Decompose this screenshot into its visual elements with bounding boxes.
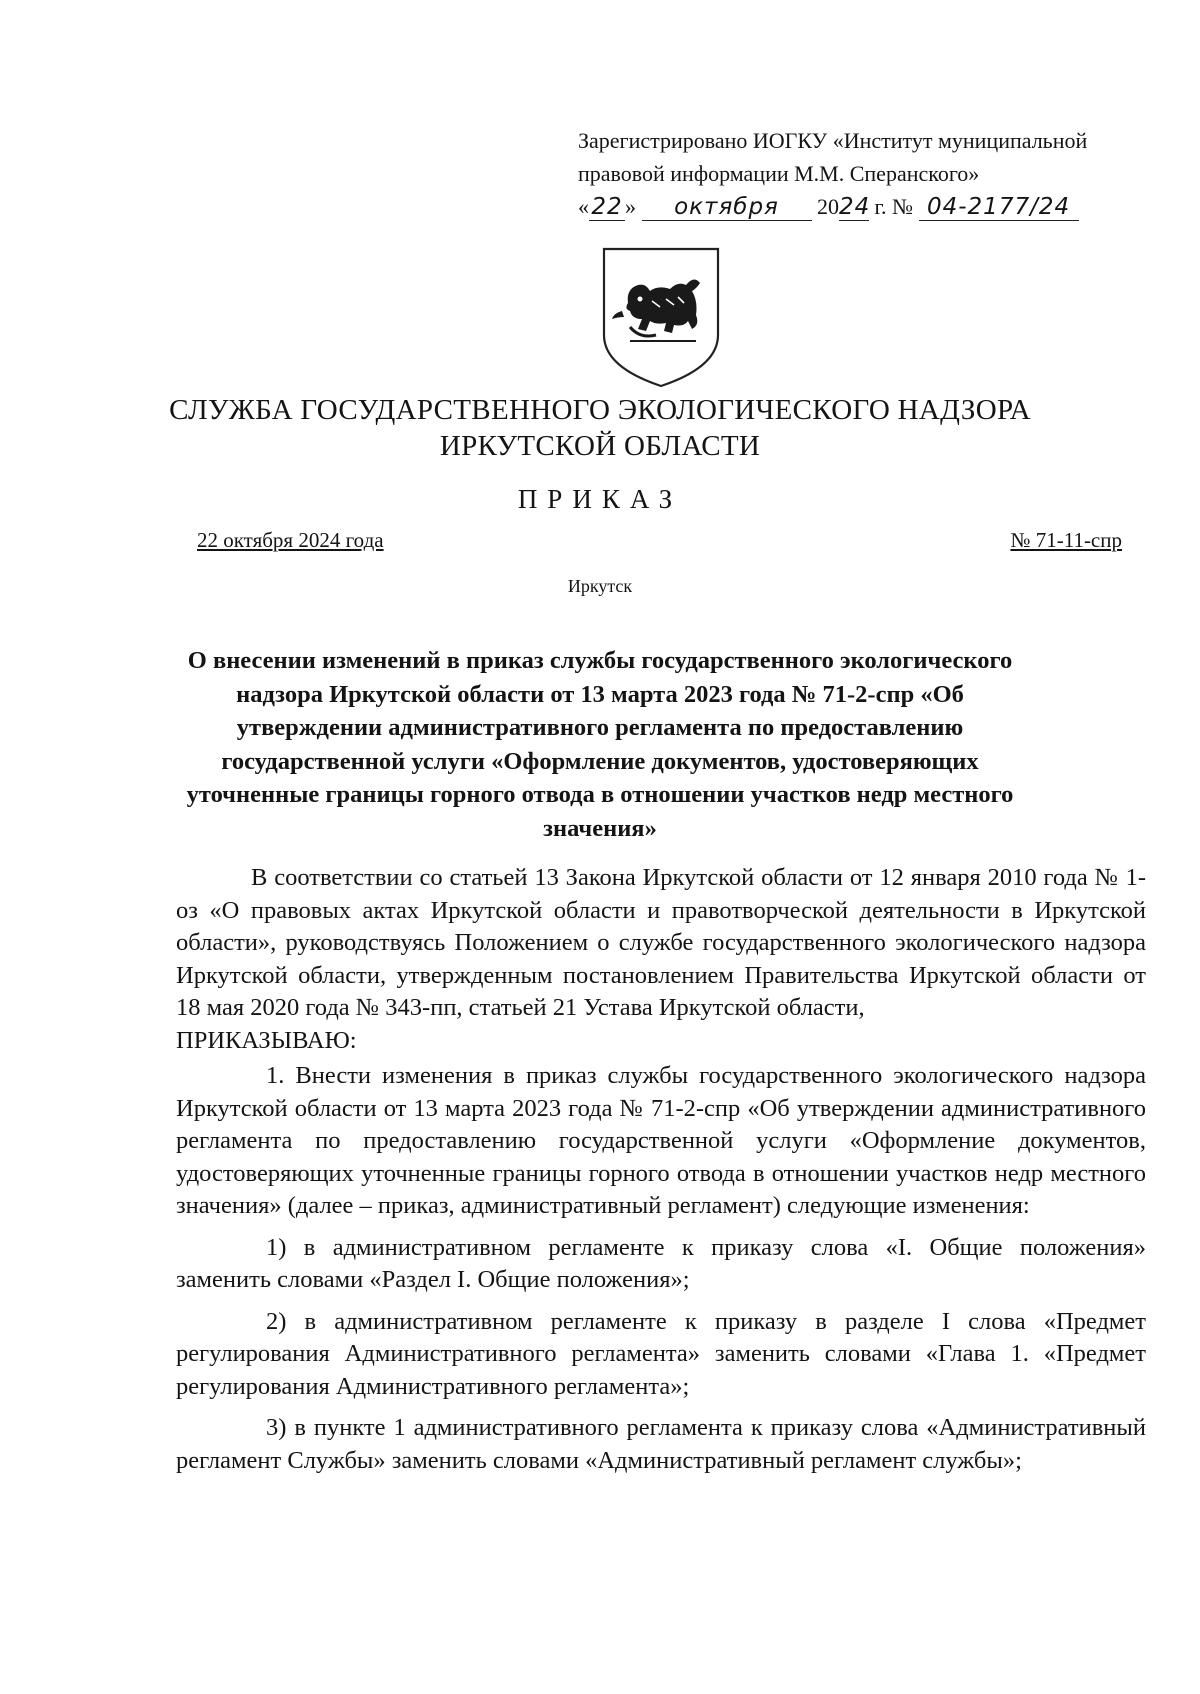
registration-line-2: правовой информации М.М. Сперанского»	[578, 161, 980, 186]
registration-number: 04-2177/24	[919, 194, 1079, 221]
registration-year-prefix: 20	[817, 194, 839, 219]
order-title: ПРИКАЗ	[517, 484, 683, 514]
registration-day: 22	[589, 194, 625, 221]
order-word: ПРИКАЗЫВАЮ:	[176, 1026, 357, 1054]
order-city: Иркутск	[567, 576, 633, 596]
preamble-paragraph: В соответствии со статьей 13 Закона Иркутской области от 12 января 2010 года № 1-оз «О правовых актах Иркутской области и правотворческой деятельности в Иркутской области», руководствуясь Положением о службе государственного экологического надзора Иркутской области, утвержденным постановлением Правительства Иркутской области от 18 мая 2020 года № 343-пп, статьей 21 Устава Иркутской области,	[176, 864, 1146, 1021]
agency-name-line-2: ИРКУТСКОЙ ОБЛАСТИ	[439, 430, 761, 462]
quote-open: «	[578, 194, 589, 219]
irkutsk-coat-of-arms-icon	[600, 245, 722, 390]
quote-close: »	[625, 194, 636, 219]
order-date: 22 октября 2024 года	[197, 528, 384, 552]
subitem-2-paragraph: 2) в административном регламенте к приказу в разделе I слова «Предмет регулирования Административного регламента» заменить словами «Глава 1. «Предмет регулирования Административного регламента»;	[176, 1307, 1146, 1400]
subitem-3-paragraph: 3) в пункте 1 административного регламента к приказу слова «Административный регламент Службы» заменить словами «Административный регламент службы»;	[176, 1414, 1146, 1474]
agency-name-line-1: СЛУЖБА ГОСУДАРСТВЕННОГО ЭКОЛОГИЧЕСКОГО НАДЗОРА	[169, 394, 1031, 426]
registration-line-3	[578, 190, 1138, 223]
order-body	[176, 862, 1146, 1477]
registration-stamp	[578, 124, 1138, 223]
order-heading: О внесении изменений в приказ службы государственного экологического надзора Иркутской области от 13 марта 2023 года № 71-2-спр «Об утверждении административного регламента по предоставлению государственной услуги «Оформление документов, удостоверяющих уточненные границы горного отвода в отношении участков недр местного значения»	[186, 647, 1014, 842]
order-number: № 71-11-спр	[1010, 528, 1122, 552]
registration-year-after: г. №	[869, 194, 914, 219]
registration-year-suffix: 24	[839, 194, 871, 220]
registration-month: октября	[642, 194, 812, 221]
subitem-1-paragraph: 1) в административном регламенте к приказу слова «I. Общие положения» заменить словами «Раздел I. Общие положения»;	[176, 1233, 1146, 1293]
item-1-paragraph: 1. Внести изменения в приказ службы государственного экологического надзора Иркутской области от 13 марта 2023 года № 71-2-спр «Об утверждении административного регламента по предоставлению государственной услуги «Оформление документов, удостоверяющих уточненные границы горного отвода в отношении участков недр местного значения» (далее – приказ, административный регламент) следующие изменения:	[176, 1062, 1146, 1219]
registration-line-1: Зарегистрировано ИОГКУ «Институт муниципальной	[578, 128, 1088, 153]
